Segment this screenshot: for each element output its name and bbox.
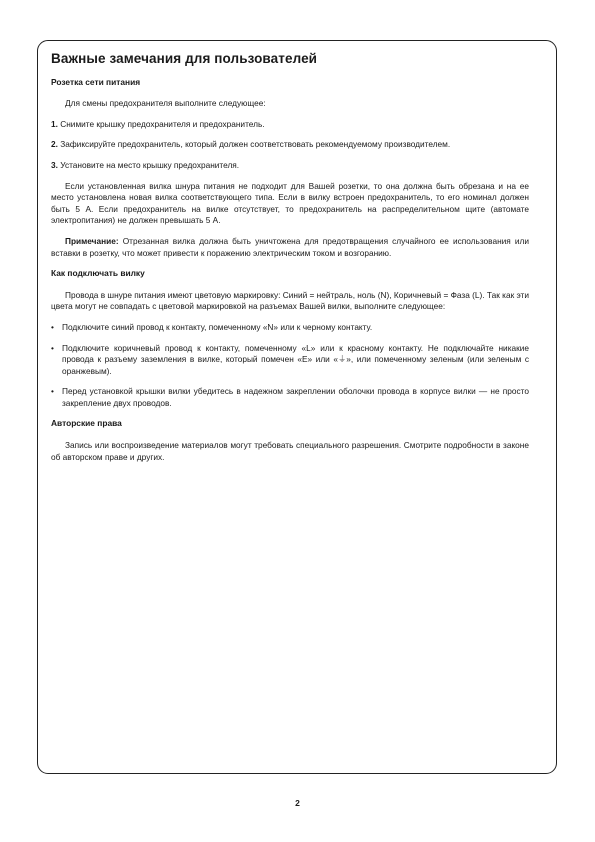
step-3-text: Установите на место крышку предохранителя. <box>60 159 240 170</box>
section-heading-copyright: Авторские права <box>51 418 122 429</box>
step-2 <box>51 139 529 151</box>
note-label: Примечание: <box>65 235 119 246</box>
plug-intro: Провода в шнуре питания имеют цветовую маркировку: Синий = нейтраль, ноль (N), Коричневый = Фаза (L). Так как эти цвета могут не совпадать с цветовой маркировкой на разъемах Вашей вилки, выполните следующее: <box>51 289 529 312</box>
list-item-text: Подключите коричневый провод к контакту, помеченному «L» или к красному контакту. Не подключайте никакие провода к разъему заземления в вилке, который помечен «E» или «⏚», или помеченному зеленым (или зеленым с оранжевым). <box>62 342 529 376</box>
step-3-number: 3. <box>51 159 58 170</box>
step-2-number: 2. <box>51 139 58 150</box>
copyright-paragraph: Запись или воспроизведение материалов могут требовать специального разрешения. Смотрите подробности в законе об авторском праве и других. <box>51 440 529 462</box>
page-number: 2 <box>295 798 300 808</box>
step-1-text: Снимите крышку предохранителя и предохранитель. <box>60 118 265 129</box>
list-item <box>51 343 529 378</box>
step-1-number: 1. <box>51 118 58 129</box>
step-2-text: Зафиксируйте предохранитель, который должен соответствовать рекомендуемому производителем. <box>60 139 451 150</box>
section-heading-plug: Как подключать вилку <box>51 268 145 279</box>
bullet-icon: • <box>51 342 54 353</box>
section-heading-power: Розетка сети питания <box>51 76 141 87</box>
power-intro: Для смены предохранителя выполните следующее: <box>65 98 266 109</box>
list-item-text: Подключите синий провод к контакту, помеченному «N» или к черному контакту. <box>62 321 373 332</box>
note-text: Отрезанная вилка должна быть уничтожена для предотвращения случайного ее использования или вставки в розетку, что может привести к поражению электрическим током и возгоранию. <box>51 235 529 258</box>
step-1 <box>51 119 529 131</box>
step-3 <box>51 160 529 172</box>
list-item <box>51 386 529 409</box>
fuse-paragraph: Если установленная вилка шнура питания не подходит для Вашей розетки, то она должна быть обрезана и на ее место установлена новая вилка соответствующего типа. Если в вилку встроен предохранитель, то его номинал должен быть 5 А. Если предохранитель на вилке отсутствует, то предохранитель на распределительном щите (автомате электропитания) не должен превышать 5 А. <box>51 180 529 226</box>
bullet-icon: • <box>51 386 54 397</box>
bullet-icon: • <box>51 321 54 332</box>
list-item <box>51 322 529 334</box>
list-item-text: Перед установкой крышки вилки убедитесь в надежном закреплении оболочки провода в корпусе вилки — не просто закрепление двух проводов. <box>62 386 529 408</box>
page-title: Важные замечания для пользователей <box>51 51 318 66</box>
document-content <box>51 53 529 472</box>
note-paragraph <box>51 236 529 259</box>
